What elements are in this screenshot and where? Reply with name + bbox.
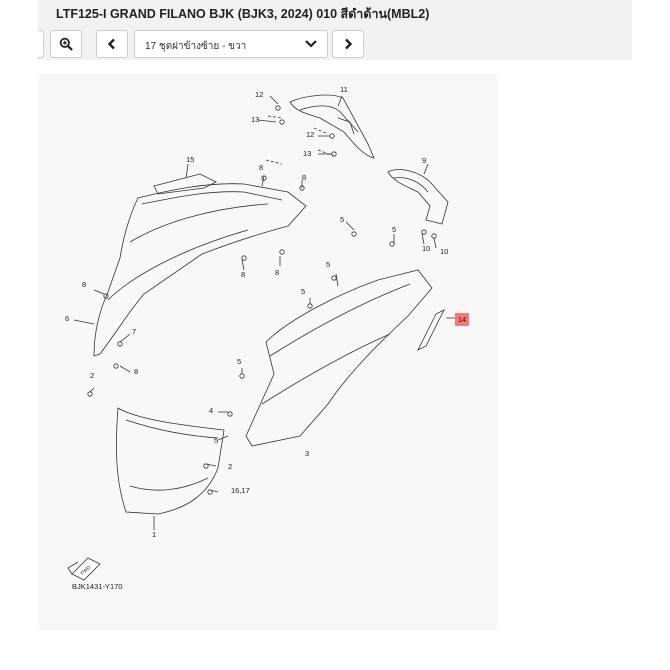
callout-15[interactable]: 15 [186,155,195,164]
callout-5[interactable]: 5 [340,215,345,224]
previous-section-button[interactable] [96,30,128,58]
callout-8[interactable]: 8 [275,268,280,277]
next-section-button[interactable] [332,30,364,58]
partial-button[interactable] [38,30,44,58]
callout-5[interactable]: 5 [301,287,306,296]
callout-3[interactable]: 3 [305,449,310,458]
callout-10[interactable]: 10 [440,247,449,256]
zoom-button[interactable] [50,30,82,58]
callout-5[interactable]: 5 [214,436,219,445]
callout-4[interactable]: 4 [209,406,214,415]
callout-6[interactable]: 6 [65,314,70,323]
page-title: LTF125-I GRAND FILANO BJK (BJK3, 2024) 010 สีดำด้าน(MBL2) [56,7,430,21]
part-3-shape [246,270,432,446]
callout-12[interactable]: 12 [255,90,264,99]
part-1-shape [116,408,224,514]
callout-10[interactable]: 10 [422,244,431,253]
callout-8[interactable]: 8 [302,173,307,182]
callout-8[interactable]: 8 [241,270,246,279]
fwd-label: FWD [79,564,93,577]
callout-13[interactable]: 13 [303,149,312,158]
section-select[interactable] [134,30,328,58]
callout-2[interactable]: 2 [228,462,233,471]
callout-9[interactable]: 9 [422,156,427,165]
chevron-right-icon [343,38,353,50]
callout-16-17[interactable]: 16,17 [231,486,250,495]
fwd-arrow-icon [68,558,100,580]
chevron-left-icon [107,38,117,50]
drawing-code: BJK1431-Y170 [72,582,123,591]
part-15-shape [154,174,216,194]
callout-5[interactable]: 5 [392,225,397,234]
callout-13[interactable]: 13 [251,115,260,124]
callout-8[interactable]: 8 [134,367,139,376]
callout-8[interactable]: 8 [82,280,87,289]
callout-5[interactable]: 5 [237,357,242,366]
parts-diagram [38,74,498,630]
callout-1[interactable]: 1 [152,530,157,539]
callout-8[interactable]: 8 [259,163,264,172]
callout-12[interactable]: 12 [306,130,315,139]
part-14-shape [418,310,444,350]
callout-11[interactable]: 11 [340,85,348,94]
section-select-value: 17 ชุดฝาข้างซ้าย - ขวา [145,41,247,52]
exploded-view-drawing [38,74,498,630]
callout-2[interactable]: 2 [90,371,95,380]
zoom-in-icon [59,37,73,51]
callout-7[interactable]: 7 [132,327,137,336]
chevron-down-icon [303,35,319,53]
callout-5[interactable]: 5 [326,260,331,269]
callout-14-highlighted[interactable]: 14 [455,313,469,326]
